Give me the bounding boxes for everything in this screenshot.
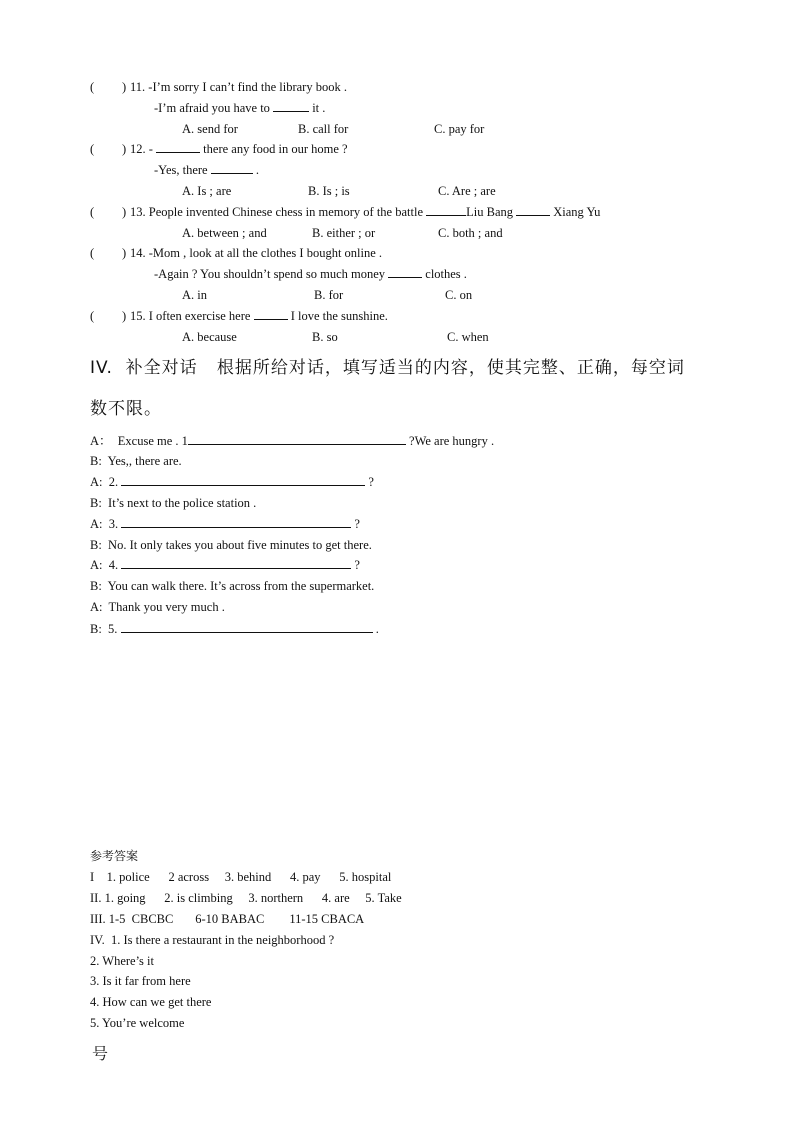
answer-line: 5. You’re welcome [90,1016,185,1030]
answer-blank[interactable] [211,162,253,174]
option-a: A. in [182,288,207,302]
question-text: 13. People invented Chinese chess in memory of the battle Liu Bang Xiang Yu [130,205,601,219]
option-c: C. on [445,288,473,302]
answer-blank[interactable] [121,557,351,569]
answer-line: 3. Is it far from here [90,974,191,988]
answer-line: II. 1. going 2. is climbing 3. northern 4. are 5. Take [90,891,402,905]
dialogue-line: A: 2. ? [90,475,374,489]
question-line2: -Again ? You shouldn’t spend so much money clothes . [154,267,467,281]
dialogue-line: A: 3. ? [90,517,360,531]
dialogue-line: B: 5. . [90,622,379,636]
answer-paren-close: ) [122,80,127,94]
option-b: B. call for [298,122,349,136]
answer-paren-open: ( [90,142,95,156]
option-a: A. between ; and [182,226,267,240]
answer-blank[interactable] [388,266,422,278]
answer-paren-open: ( [90,246,95,260]
section-heading-cont: 数不限。 [90,399,162,419]
answer-blank[interactable] [273,100,309,112]
option-c: C. pay for [434,122,485,136]
answer-paren-open: ( [90,309,95,323]
option-b: B. Is ; is [308,184,350,198]
answer-blank[interactable] [254,308,288,320]
answer-line: I 1. police 2 across 3. behind 4. pay 5. hospital [90,870,392,884]
answer-paren-close: ) [122,205,127,219]
answer-blank[interactable] [188,433,406,445]
question-text: 11. -I’m sorry I can’t find the library book . [130,80,347,94]
answer-blank[interactable] [121,474,365,486]
option-a: A. send for [182,122,238,136]
dialogue-line: B: It’s next to the police station . [90,496,257,510]
dialogue-line: B: You can walk there. It’s across from the supermarket. [90,579,375,593]
option-c: C. when [447,330,489,344]
question-line2: -I’m afraid you have to it . [154,101,326,115]
question-text: 15. I often exercise here I love the sunshine. [130,309,388,323]
answer-paren-close: ) [122,246,127,260]
answer-paren-open: ( [90,80,95,94]
dialogue-line: A: Thank you very much . [90,600,225,614]
answer-blank[interactable] [516,204,550,216]
answer-line: IV. 1. Is there a restaurant in the neighborhood ? [90,933,335,947]
section-heading: IV. 补全对话 根据所给对话，填写适当的内容，使其完整、正确，每空词 [90,358,685,378]
answer-paren-open: ( [90,205,95,219]
answer-paren-close: ) [122,309,127,323]
option-b: B. for [314,288,344,302]
answer-line: 2. Where’s it [90,954,154,968]
answer-paren-close: ) [122,142,127,156]
answer-blank[interactable] [121,516,351,528]
question-text: 14. -Mom , look at all the clothes I bought online . [130,246,383,260]
option-b: B. so [312,330,338,344]
trailing-char: 号 [92,1044,109,1063]
answer-blank[interactable] [426,204,466,216]
option-a: A. Is ; are [182,184,232,198]
option-b: B. either ; or [312,226,376,240]
dialogue-line: A: 4. ? [90,558,360,572]
option-c: C. Are ; are [438,184,496,198]
question-text: 12. - there any food in our home ? [130,142,348,156]
question-line2: -Yes, there . [154,163,259,177]
answer-line: 4. How can we get there [90,995,212,1009]
answer-blank[interactable] [156,141,200,153]
dialogue-line: B: No. It only takes you about five minutes to get there. [90,538,372,552]
answer-line: III. 1-5 CBCBC 6-10 BABAC 11-15 CBACA [90,912,365,926]
answer-blank[interactable] [121,621,373,633]
option-c: C. both ; and [438,226,503,240]
dialogue-line: A： Excuse me . 1 ?We are hungry . [90,434,495,448]
answer-key-title: 参考答案 [90,849,139,863]
option-a: A. because [182,330,237,344]
dialogue-line: B: Yes,, there are. [90,454,182,468]
